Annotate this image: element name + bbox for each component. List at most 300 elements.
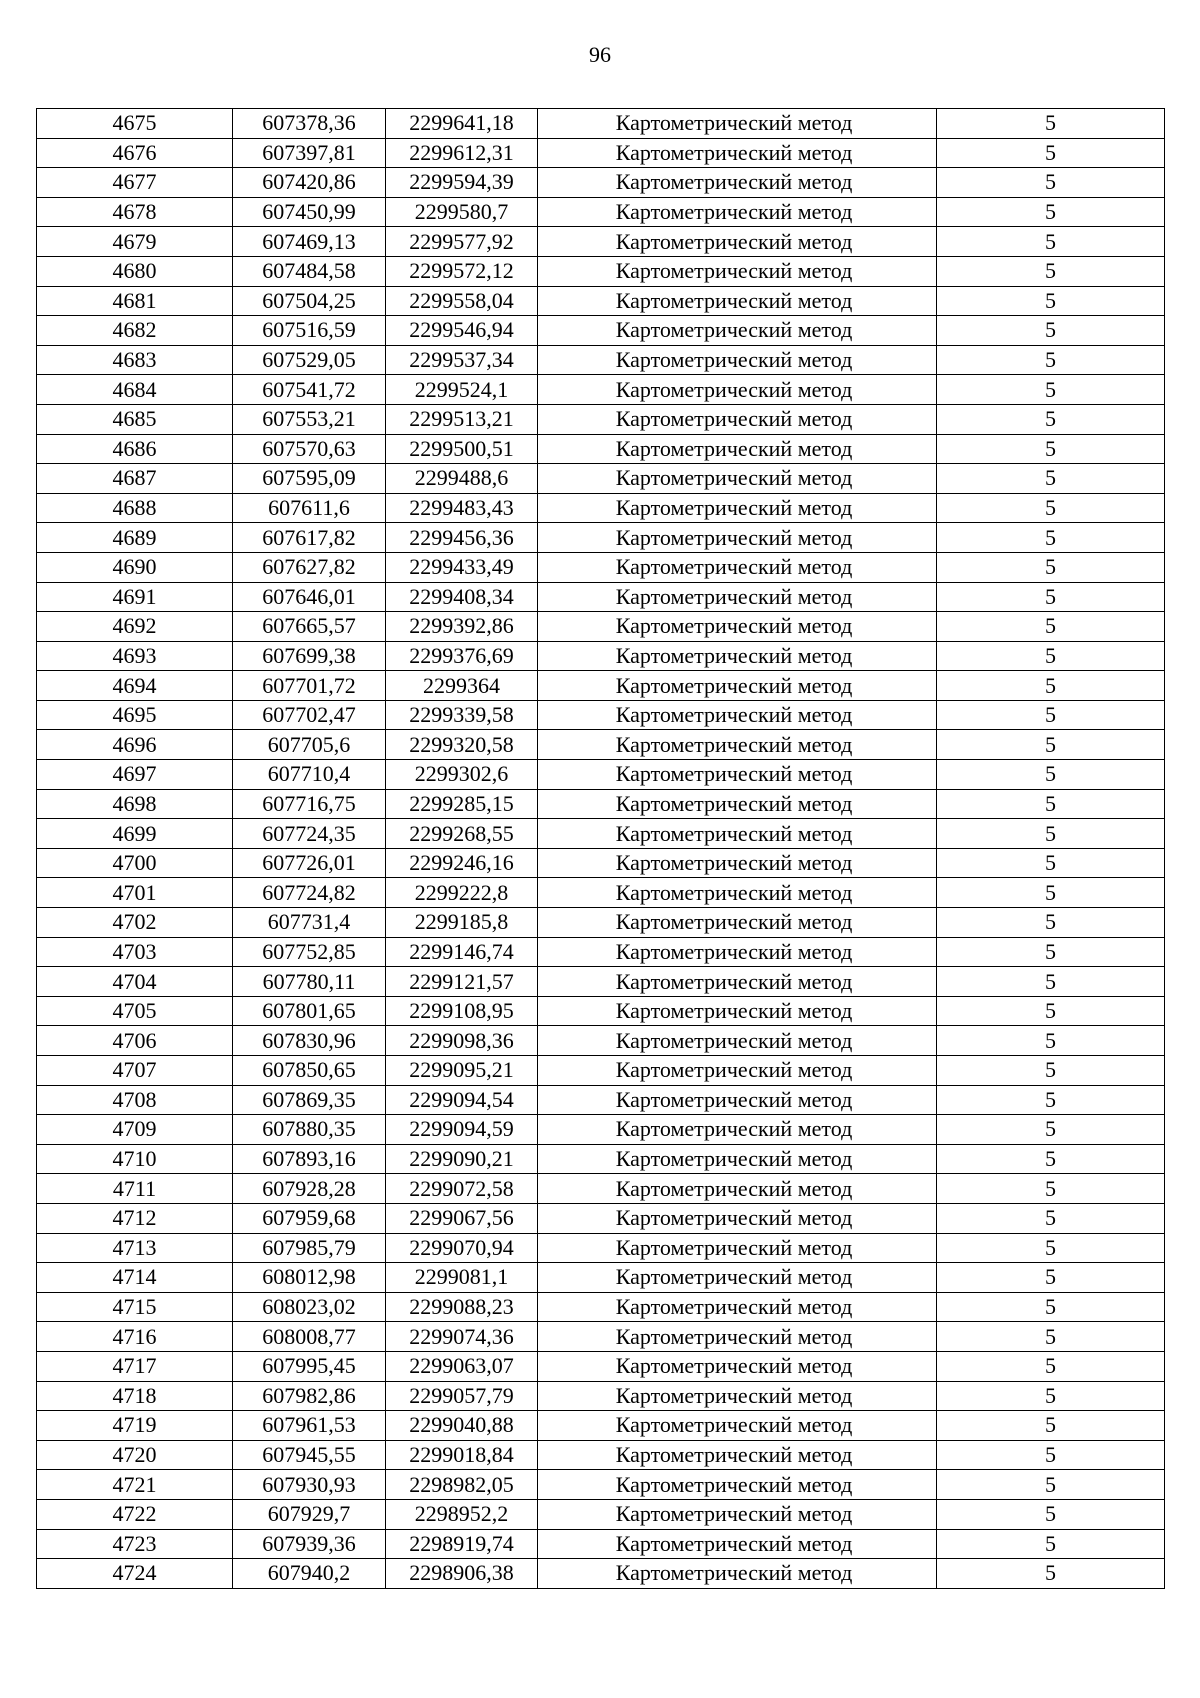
y-coordinate-cell: 2299513,21 [386, 404, 538, 434]
point-number-cell: 4712 [37, 1203, 233, 1233]
method-cell: Картометрический метод [538, 1056, 937, 1086]
point-number-cell: 4692 [37, 612, 233, 642]
table-row [37, 1440, 1165, 1470]
method-cell: Картометрический метод [538, 1499, 937, 1529]
point-number-cell: 4695 [37, 700, 233, 730]
table-row [37, 168, 1165, 198]
method-cell: Картометрический метод [538, 878, 937, 908]
point-number-cell: 4687 [37, 464, 233, 494]
table-row [37, 789, 1165, 819]
method-cell: Картометрический метод [538, 848, 937, 878]
accuracy-cell: 5 [937, 1056, 1165, 1086]
point-number-cell: 4685 [37, 404, 233, 434]
method-cell: Картометрический метод [538, 1263, 937, 1293]
x-coordinate-cell: 607982,86 [233, 1381, 386, 1411]
accuracy-cell: 5 [937, 789, 1165, 819]
point-number-cell: 4675 [37, 109, 233, 139]
x-coordinate-cell: 607928,28 [233, 1174, 386, 1204]
point-number-cell: 4710 [37, 1144, 233, 1174]
x-coordinate-cell: 607701,72 [233, 671, 386, 701]
point-number-cell: 4681 [37, 286, 233, 316]
table-row [37, 138, 1165, 168]
coordinates-table-body [37, 109, 1165, 1589]
y-coordinate-cell: 2299072,58 [386, 1174, 538, 1204]
accuracy-cell: 5 [937, 937, 1165, 967]
table-row [37, 227, 1165, 257]
point-number-cell: 4720 [37, 1440, 233, 1470]
point-number-cell: 4679 [37, 227, 233, 257]
method-cell: Картометрический метод [538, 1411, 937, 1441]
accuracy-cell: 5 [937, 375, 1165, 405]
x-coordinate-cell: 607705,6 [233, 730, 386, 760]
point-number-cell: 4697 [37, 760, 233, 790]
table-row [37, 848, 1165, 878]
x-coordinate-cell: 607940,2 [233, 1559, 386, 1589]
point-number-cell: 4683 [37, 345, 233, 375]
point-number-cell: 4704 [37, 967, 233, 997]
method-cell: Картометрический метод [538, 375, 937, 405]
point-number-cell: 4677 [37, 168, 233, 198]
method-cell: Картометрический метод [538, 730, 937, 760]
y-coordinate-cell: 2299088,23 [386, 1292, 538, 1322]
y-coordinate-cell: 2298906,38 [386, 1559, 538, 1589]
y-coordinate-cell: 2299339,58 [386, 700, 538, 730]
table-row [37, 404, 1165, 434]
method-cell: Картометрический метод [538, 1440, 937, 1470]
accuracy-cell: 5 [937, 967, 1165, 997]
table-row [37, 256, 1165, 286]
accuracy-cell: 5 [937, 848, 1165, 878]
point-number-cell: 4694 [37, 671, 233, 701]
table-row [37, 552, 1165, 582]
accuracy-cell: 5 [937, 1292, 1165, 1322]
accuracy-cell: 5 [937, 1381, 1165, 1411]
table-row [37, 1529, 1165, 1559]
table-row [37, 878, 1165, 908]
x-coordinate-cell: 607731,4 [233, 908, 386, 938]
method-cell: Картометрический метод [538, 286, 937, 316]
point-number-cell: 4716 [37, 1322, 233, 1352]
method-cell: Картометрический метод [538, 671, 937, 701]
table-row [37, 582, 1165, 612]
accuracy-cell: 5 [937, 878, 1165, 908]
method-cell: Картометрический метод [538, 1529, 937, 1559]
page-number: 96 [589, 42, 611, 67]
point-number-cell: 4690 [37, 552, 233, 582]
x-coordinate-cell: 607617,82 [233, 523, 386, 553]
point-number-cell: 4680 [37, 256, 233, 286]
table-row [37, 908, 1165, 938]
x-coordinate-cell: 607420,86 [233, 168, 386, 198]
table-row [37, 1470, 1165, 1500]
y-coordinate-cell: 2299537,34 [386, 345, 538, 375]
accuracy-cell: 5 [937, 109, 1165, 139]
table-row [37, 197, 1165, 227]
table-row [37, 996, 1165, 1026]
accuracy-cell: 5 [937, 671, 1165, 701]
y-coordinate-cell: 2299577,92 [386, 227, 538, 257]
x-coordinate-cell: 607553,21 [233, 404, 386, 434]
x-coordinate-cell: 607995,45 [233, 1351, 386, 1381]
y-coordinate-cell: 2299094,54 [386, 1085, 538, 1115]
y-coordinate-cell: 2298952,2 [386, 1499, 538, 1529]
accuracy-cell: 5 [937, 760, 1165, 790]
y-coordinate-cell: 2299285,15 [386, 789, 538, 819]
point-number-cell: 4721 [37, 1470, 233, 1500]
point-number-cell: 4689 [37, 523, 233, 553]
x-coordinate-cell: 607880,35 [233, 1115, 386, 1145]
method-cell: Картометрический метод [538, 434, 937, 464]
x-coordinate-cell: 607595,09 [233, 464, 386, 494]
point-number-cell: 4701 [37, 878, 233, 908]
y-coordinate-cell: 2299090,21 [386, 1144, 538, 1174]
x-coordinate-cell: 607930,93 [233, 1470, 386, 1500]
y-coordinate-cell: 2299320,58 [386, 730, 538, 760]
x-coordinate-cell: 607710,4 [233, 760, 386, 790]
accuracy-cell: 5 [937, 1263, 1165, 1293]
accuracy-cell: 5 [937, 1470, 1165, 1500]
y-coordinate-cell: 2299433,49 [386, 552, 538, 582]
y-coordinate-cell: 2299094,59 [386, 1115, 538, 1145]
x-coordinate-cell: 607929,7 [233, 1499, 386, 1529]
y-coordinate-cell: 2299018,84 [386, 1440, 538, 1470]
y-coordinate-cell: 2299222,8 [386, 878, 538, 908]
accuracy-cell: 5 [937, 1144, 1165, 1174]
point-number-cell: 4700 [37, 848, 233, 878]
accuracy-cell: 5 [937, 641, 1165, 671]
y-coordinate-cell: 2299074,36 [386, 1322, 538, 1352]
method-cell: Картометрический метод [538, 345, 937, 375]
point-number-cell: 4688 [37, 493, 233, 523]
x-coordinate-cell: 607939,36 [233, 1529, 386, 1559]
method-cell: Картометрический метод [538, 552, 937, 582]
x-coordinate-cell: 607961,53 [233, 1411, 386, 1441]
accuracy-cell: 5 [937, 1085, 1165, 1115]
point-number-cell: 4711 [37, 1174, 233, 1204]
table-row [37, 464, 1165, 494]
y-coordinate-cell: 2299246,16 [386, 848, 538, 878]
y-coordinate-cell: 2299268,55 [386, 819, 538, 849]
y-coordinate-cell: 2299364 [386, 671, 538, 701]
table-row [37, 1559, 1165, 1589]
method-cell: Картометрический метод [538, 1026, 937, 1056]
point-number-cell: 4717 [37, 1351, 233, 1381]
y-coordinate-cell: 2299408,34 [386, 582, 538, 612]
y-coordinate-cell: 2299488,6 [386, 464, 538, 494]
table-row [37, 1351, 1165, 1381]
point-number-cell: 4699 [37, 819, 233, 849]
method-cell: Картометрический метод [538, 582, 937, 612]
accuracy-cell: 5 [937, 1440, 1165, 1470]
point-number-cell: 4707 [37, 1056, 233, 1086]
x-coordinate-cell: 607724,35 [233, 819, 386, 849]
point-number-cell: 4693 [37, 641, 233, 671]
x-coordinate-cell: 607450,99 [233, 197, 386, 227]
y-coordinate-cell: 2299456,36 [386, 523, 538, 553]
method-cell: Картометрический метод [538, 1115, 937, 1145]
method-cell: Картометрический метод [538, 612, 937, 642]
accuracy-cell: 5 [937, 256, 1165, 286]
point-number-cell: 4719 [37, 1411, 233, 1441]
method-cell: Картометрический метод [538, 789, 937, 819]
method-cell: Картометрический метод [538, 996, 937, 1026]
table-row [37, 671, 1165, 701]
table-row [37, 286, 1165, 316]
table-row [37, 641, 1165, 671]
y-coordinate-cell: 2299063,07 [386, 1351, 538, 1381]
method-cell: Картометрический метод [538, 1381, 937, 1411]
method-cell: Картометрический метод [538, 1085, 937, 1115]
point-number-cell: 4684 [37, 375, 233, 405]
method-cell: Картометрический метод [538, 908, 937, 938]
method-cell: Картометрический метод [538, 464, 937, 494]
x-coordinate-cell: 607726,01 [233, 848, 386, 878]
accuracy-cell: 5 [937, 1233, 1165, 1263]
y-coordinate-cell: 2299392,86 [386, 612, 538, 642]
y-coordinate-cell: 2299057,79 [386, 1381, 538, 1411]
x-coordinate-cell: 608012,98 [233, 1263, 386, 1293]
point-number-cell: 4678 [37, 197, 233, 227]
y-coordinate-cell: 2299376,69 [386, 641, 538, 671]
method-cell: Картометрический метод [538, 1174, 937, 1204]
table-row [37, 1085, 1165, 1115]
point-number-cell: 4703 [37, 937, 233, 967]
table-row [37, 1292, 1165, 1322]
x-coordinate-cell: 607646,01 [233, 582, 386, 612]
table-row [37, 316, 1165, 346]
y-coordinate-cell: 2299483,43 [386, 493, 538, 523]
table-row [37, 1056, 1165, 1086]
table-row [37, 523, 1165, 553]
table-row [37, 730, 1165, 760]
method-cell: Картометрический метод [538, 1144, 937, 1174]
method-cell: Картометрический метод [538, 523, 937, 553]
table-row [37, 819, 1165, 849]
method-cell: Картометрический метод [538, 109, 937, 139]
x-coordinate-cell: 607893,16 [233, 1144, 386, 1174]
accuracy-cell: 5 [937, 1499, 1165, 1529]
method-cell: Картометрический метод [538, 937, 937, 967]
method-cell: Картометрический метод [538, 168, 937, 198]
accuracy-cell: 5 [937, 996, 1165, 1026]
x-coordinate-cell: 607378,36 [233, 109, 386, 139]
y-coordinate-cell: 2299524,1 [386, 375, 538, 405]
point-number-cell: 4698 [37, 789, 233, 819]
accuracy-cell: 5 [937, 404, 1165, 434]
accuracy-cell: 5 [937, 464, 1165, 494]
x-coordinate-cell: 607611,6 [233, 493, 386, 523]
point-number-cell: 4722 [37, 1499, 233, 1529]
y-coordinate-cell: 2299612,31 [386, 138, 538, 168]
table-row [37, 1026, 1165, 1056]
y-coordinate-cell: 2299040,88 [386, 1411, 538, 1441]
method-cell: Картометрический метод [538, 700, 937, 730]
coordinates-table [36, 108, 1165, 1589]
table-row [37, 375, 1165, 405]
accuracy-cell: 5 [937, 1529, 1165, 1559]
y-coordinate-cell: 2299081,1 [386, 1263, 538, 1293]
table-row [37, 1381, 1165, 1411]
accuracy-cell: 5 [937, 1203, 1165, 1233]
table-row [37, 1322, 1165, 1352]
accuracy-cell: 5 [937, 345, 1165, 375]
x-coordinate-cell: 607516,59 [233, 316, 386, 346]
accuracy-cell: 5 [937, 1351, 1165, 1381]
y-coordinate-cell: 2299641,18 [386, 109, 538, 139]
point-number-cell: 4714 [37, 1263, 233, 1293]
method-cell: Картометрический метод [538, 1470, 937, 1500]
point-number-cell: 4706 [37, 1026, 233, 1056]
accuracy-cell: 5 [937, 700, 1165, 730]
y-coordinate-cell: 2298919,74 [386, 1529, 538, 1559]
table-row [37, 1203, 1165, 1233]
accuracy-cell: 5 [937, 1174, 1165, 1204]
method-cell: Картометрический метод [538, 1559, 937, 1589]
accuracy-cell: 5 [937, 316, 1165, 346]
table-row [37, 1115, 1165, 1145]
x-coordinate-cell: 607830,96 [233, 1026, 386, 1056]
method-cell: Картометрический метод [538, 316, 937, 346]
point-number-cell: 4723 [37, 1529, 233, 1559]
x-coordinate-cell: 607504,25 [233, 286, 386, 316]
table-row [37, 1411, 1165, 1441]
accuracy-cell: 5 [937, 434, 1165, 464]
x-coordinate-cell: 607850,65 [233, 1056, 386, 1086]
table-row [37, 1263, 1165, 1293]
y-coordinate-cell: 2299146,74 [386, 937, 538, 967]
accuracy-cell: 5 [937, 227, 1165, 257]
x-coordinate-cell: 608008,77 [233, 1322, 386, 1352]
table-row [37, 345, 1165, 375]
y-coordinate-cell: 2299572,12 [386, 256, 538, 286]
method-cell: Картометрический метод [538, 641, 937, 671]
accuracy-cell: 5 [937, 523, 1165, 553]
point-number-cell: 4702 [37, 908, 233, 938]
accuracy-cell: 5 [937, 493, 1165, 523]
accuracy-cell: 5 [937, 286, 1165, 316]
accuracy-cell: 5 [937, 1115, 1165, 1145]
accuracy-cell: 5 [937, 730, 1165, 760]
point-number-cell: 4696 [37, 730, 233, 760]
accuracy-cell: 5 [937, 582, 1165, 612]
table-row [37, 1499, 1165, 1529]
x-coordinate-cell: 607699,38 [233, 641, 386, 671]
method-cell: Картометрический метод [538, 197, 937, 227]
table-row [37, 612, 1165, 642]
x-coordinate-cell: 607780,11 [233, 967, 386, 997]
y-coordinate-cell: 2299108,95 [386, 996, 538, 1026]
point-number-cell: 4686 [37, 434, 233, 464]
table-row [37, 1174, 1165, 1204]
table-row [37, 434, 1165, 464]
method-cell: Картометрический метод [538, 1233, 937, 1263]
method-cell: Картометрический метод [538, 1203, 937, 1233]
x-coordinate-cell: 607469,13 [233, 227, 386, 257]
accuracy-cell: 5 [937, 1559, 1165, 1589]
x-coordinate-cell: 607869,35 [233, 1085, 386, 1115]
point-number-cell: 4676 [37, 138, 233, 168]
method-cell: Картометрический метод [538, 760, 937, 790]
accuracy-cell: 5 [937, 819, 1165, 849]
y-coordinate-cell: 2299098,36 [386, 1026, 538, 1056]
x-coordinate-cell: 607541,72 [233, 375, 386, 405]
y-coordinate-cell: 2299095,21 [386, 1056, 538, 1086]
table-row [37, 493, 1165, 523]
table-row [37, 1144, 1165, 1174]
table-row [37, 109, 1165, 139]
table-row [37, 937, 1165, 967]
point-number-cell: 4705 [37, 996, 233, 1026]
y-coordinate-cell: 2299558,04 [386, 286, 538, 316]
x-coordinate-cell: 607724,82 [233, 878, 386, 908]
accuracy-cell: 5 [937, 197, 1165, 227]
y-coordinate-cell: 2299070,94 [386, 1233, 538, 1263]
x-coordinate-cell: 607716,75 [233, 789, 386, 819]
accuracy-cell: 5 [937, 1026, 1165, 1056]
point-number-cell: 4718 [37, 1381, 233, 1411]
table-row [37, 700, 1165, 730]
method-cell: Картометрический метод [538, 404, 937, 434]
table-row [37, 760, 1165, 790]
accuracy-cell: 5 [937, 1322, 1165, 1352]
x-coordinate-cell: 607529,05 [233, 345, 386, 375]
method-cell: Картометрический метод [538, 1322, 937, 1352]
table-row [37, 1233, 1165, 1263]
accuracy-cell: 5 [937, 908, 1165, 938]
point-number-cell: 4691 [37, 582, 233, 612]
x-coordinate-cell: 607570,63 [233, 434, 386, 464]
method-cell: Картометрический метод [538, 967, 937, 997]
y-coordinate-cell: 2299500,51 [386, 434, 538, 464]
point-number-cell: 4682 [37, 316, 233, 346]
x-coordinate-cell: 607752,85 [233, 937, 386, 967]
x-coordinate-cell: 608023,02 [233, 1292, 386, 1322]
y-coordinate-cell: 2299121,57 [386, 967, 538, 997]
point-number-cell: 4724 [37, 1559, 233, 1589]
y-coordinate-cell: 2298982,05 [386, 1470, 538, 1500]
x-coordinate-cell: 607702,47 [233, 700, 386, 730]
method-cell: Картометрический метод [538, 227, 937, 257]
x-coordinate-cell: 607397,81 [233, 138, 386, 168]
method-cell: Картометрический метод [538, 256, 937, 286]
x-coordinate-cell: 607959,68 [233, 1203, 386, 1233]
y-coordinate-cell: 2299594,39 [386, 168, 538, 198]
y-coordinate-cell: 2299302,6 [386, 760, 538, 790]
method-cell: Картометрический метод [538, 138, 937, 168]
method-cell: Картометрический метод [538, 819, 937, 849]
y-coordinate-cell: 2299580,7 [386, 197, 538, 227]
point-number-cell: 4708 [37, 1085, 233, 1115]
method-cell: Картометрический метод [538, 493, 937, 523]
y-coordinate-cell: 2299067,56 [386, 1203, 538, 1233]
x-coordinate-cell: 607627,82 [233, 552, 386, 582]
accuracy-cell: 5 [937, 552, 1165, 582]
x-coordinate-cell: 607665,57 [233, 612, 386, 642]
x-coordinate-cell: 607801,65 [233, 996, 386, 1026]
x-coordinate-cell: 607945,55 [233, 1440, 386, 1470]
y-coordinate-cell: 2299546,94 [386, 316, 538, 346]
x-coordinate-cell: 607985,79 [233, 1233, 386, 1263]
accuracy-cell: 5 [937, 1411, 1165, 1441]
method-cell: Картометрический метод [538, 1292, 937, 1322]
method-cell: Картометрический метод [538, 1351, 937, 1381]
point-number-cell: 4709 [37, 1115, 233, 1145]
accuracy-cell: 5 [937, 138, 1165, 168]
x-coordinate-cell: 607484,58 [233, 256, 386, 286]
point-number-cell: 4713 [37, 1233, 233, 1263]
y-coordinate-cell: 2299185,8 [386, 908, 538, 938]
accuracy-cell: 5 [937, 612, 1165, 642]
